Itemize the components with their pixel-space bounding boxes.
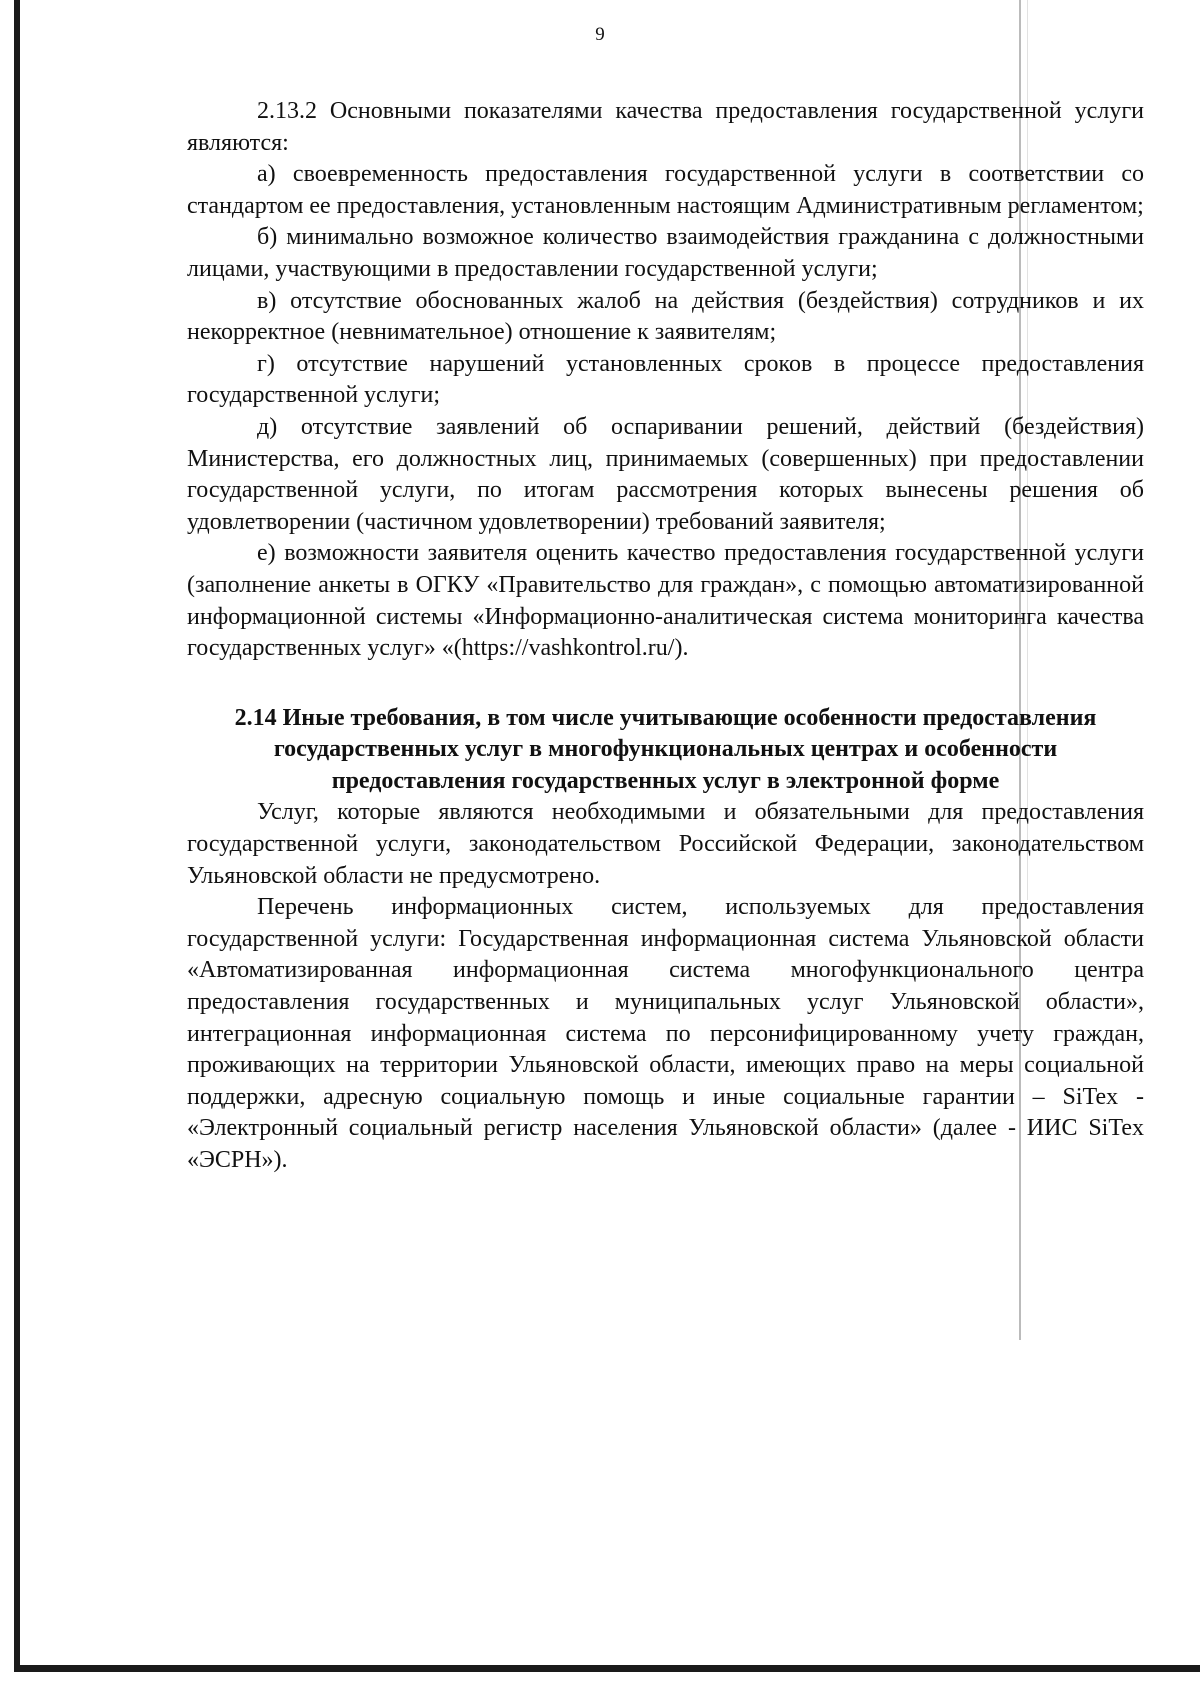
list-item-g: г) отсутствие нарушений установленных сроков в процессе предоставления государственной услуги; [187, 350, 1144, 409]
scan-edge-bottom [14, 1665, 1200, 1672]
list-item-a: а) своевременность предоставления государственной услуги в соответствии со стандартом ее предоставления, установленным настоящим Административным регламентом; [187, 161, 1144, 219]
section-2-13-2-intro: 2.13.2 Основными показателями качества предоставления государственной услуги являются: [187, 98, 1144, 156]
list-item-d: д) отсутствие заявлений об оспаривании решений, действий (бездействия) Министерства, его должностных лиц, принимаемых (совершенных) при предоставлении государственной услуги, по итогам рассмотрения которых вынесены решения об удовлетворении (частичном удовлетворении) требований заявителя; [187, 413, 1144, 535]
scan-edge-left [14, 0, 20, 1672]
document-body [187, 96, 1144, 1177]
section-2-14-paragraph-1: Услуг, которые являются необходимыми и обязательными для предоставления государственной услуги, законодательством Российской Федерации, законодательством Ульяновской области не предусмотрено. [187, 799, 1144, 889]
list-item-v: в) отсутствие обоснованных жалоб на действия (бездействия) сотрудников и их некорректное (невнимательное) отношение к заявителям; [187, 287, 1144, 346]
list-item-e: е) возможности заявителя оценить качество предоставления государственной услуги (заполнение анкеты в ОГКУ «Правительство для граждан», с помощью автоматизированной информационной системы «Информационно-аналитическая система мониторинга качества государственных услуг» «(https://vashkontrol.ru/). [187, 540, 1144, 662]
list-item-b: б) минимально возможное количество взаимодействия гражданина с должностными лицами, участвующими в предоставлении государственной услуги; [187, 224, 1144, 282]
page-number: 9 [595, 24, 605, 45]
section-2-14-heading: 2.14 Иные требования, в том числе учитывающие особенности предоставления государственных услуг в многофункциональных центрах и особенности предоставления государственных услуг в электронной форме [234, 704, 1097, 794]
section-2-14-paragraph-2: Перечень информационных систем, используемых для предоставления государственной услуги: Государственная информационная система Ульяновской области «Автоматизированная информационная система многофункционального центра предоставления государственных и муниципальных услуг Ульяновской области», интеграционная информационная система по персонифицированному учету граждан, проживающих на территории Ульяновской области, имеющих право на меры социальной поддержки, адресную социальную помощь и иные социальные гарантии – SiTex - «Электронный социальный регистр населения Ульяновской области» (далее - ИИС SiTex «ЭСРН»). [187, 894, 1144, 1173]
